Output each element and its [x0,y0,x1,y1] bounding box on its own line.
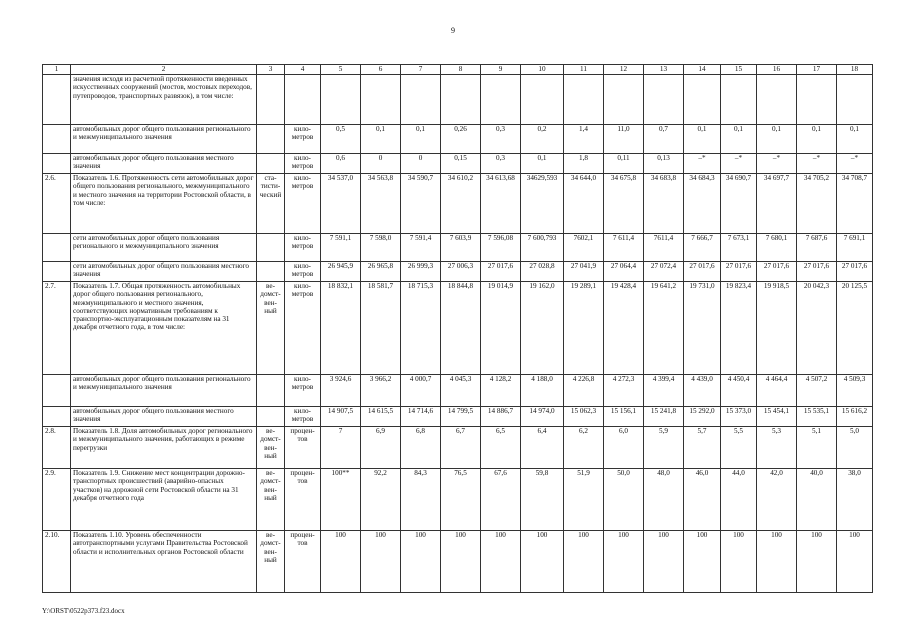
year-value: 0,13 [644,154,684,174]
year-value: 100 [757,531,797,593]
row-number: 2.8. [43,427,71,469]
year-value: 4 439,0 [684,375,721,407]
year-value: 27 006,3 [441,262,481,282]
year-value: 0 [401,154,441,174]
column-number: 4 [285,65,321,75]
table-row [43,262,873,282]
year-value: 26 945,9 [321,262,361,282]
year-value: 4 188,0 [521,375,564,407]
year-value: 7 691,1 [837,234,873,262]
year-value: 15 062,3 [564,407,604,427]
year-value: 38,0 [837,469,873,531]
row-number: 2.10. [43,531,71,593]
year-value: 15 292,0 [684,407,721,427]
year-value: 100 [644,531,684,593]
year-value: 4 226,8 [564,375,604,407]
year-value: 92,2 [361,469,401,531]
table-row [43,375,873,407]
row-number [43,234,71,262]
unit-of-measure: кило-метров [285,174,321,234]
column-number: 16 [757,65,797,75]
year-value: 50,0 [604,469,644,531]
page-number: 9 [451,26,455,35]
year-value: 20 125,5 [837,282,873,375]
data-source: ста-тисти-ческий [257,174,285,234]
year-value: 34629,593 [521,174,564,234]
data-source [257,407,285,427]
year-value: 76,5 [441,469,481,531]
year-value: 5,5 [721,427,757,469]
data-source: ве-домст-вен-ный [257,427,285,469]
table-row [43,75,873,125]
year-value [361,75,401,125]
year-value: 7602,1 [564,234,604,262]
year-value: –* [721,154,757,174]
year-value: 51,9 [564,469,604,531]
year-value: 0,1 [837,125,873,154]
data-source [257,375,285,407]
row-number [43,262,71,282]
column-number: 7 [401,65,441,75]
year-value: 5,9 [644,427,684,469]
year-value: 15 616,2 [837,407,873,427]
year-value: 34 690,7 [721,174,757,234]
year-value: 19 014,9 [481,282,521,375]
column-number: 17 [797,65,837,75]
year-value: 100 [361,531,401,593]
data-source: ве-домст-вен-ный [257,531,285,593]
year-value [481,75,521,125]
year-value: 100 [797,531,837,593]
file-path-footer: Y:\ORST\0522p373.f23.docx [42,607,125,615]
row-number [43,375,71,407]
year-value: 27 017,6 [684,262,721,282]
year-value: 19 918,5 [757,282,797,375]
year-value: 100 [321,531,361,593]
year-value: 27 017,6 [797,262,837,282]
year-value: 14 886,7 [481,407,521,427]
column-number: 12 [604,65,644,75]
column-number: 9 [481,65,521,75]
indicator-name: автомобильных дорог общего пользования местного значения [71,154,257,174]
year-value: 0,3 [481,125,521,154]
year-value: 7 600,793 [521,234,564,262]
indicator-name: сети автомобильных дорог общего пользования регионального и межмуниципального значения [71,234,257,262]
year-value: 7 687,6 [797,234,837,262]
year-value: 6,8 [401,427,441,469]
year-value: 7 598,0 [361,234,401,262]
year-value: 14 615,5 [361,407,401,427]
year-value: 11,0 [604,125,644,154]
year-value: 34 644,0 [564,174,604,234]
row-number: 2.7. [43,282,71,375]
year-value: 6,4 [521,427,564,469]
year-value: 0,11 [604,154,644,174]
year-value: 14 974,0 [521,407,564,427]
year-value: 0,1 [797,125,837,154]
year-value: 5,0 [837,427,873,469]
year-value: 19 428,4 [604,282,644,375]
year-value: 0,1 [401,125,441,154]
year-value: 100 [401,531,441,593]
year-value: –* [837,154,873,174]
year-value: 100 [604,531,644,593]
year-value: 19 731,0 [684,282,721,375]
year-value: 34 563,8 [361,174,401,234]
year-value: 84,3 [401,469,441,531]
year-value: 100 [481,531,521,593]
table-row [43,154,873,174]
column-number: 8 [441,65,481,75]
unit-of-measure: кило-метров [285,154,321,174]
year-value: 100 [441,531,481,593]
column-number-header [43,65,873,75]
year-value: 15 156,1 [604,407,644,427]
year-value: 27 017,6 [837,262,873,282]
year-value: 7 596,08 [481,234,521,262]
year-value: 0,1 [361,125,401,154]
column-number: 3 [257,65,285,75]
year-value: –* [757,154,797,174]
year-value: 0,7 [644,125,684,154]
year-value: 18 715,3 [401,282,441,375]
year-value: 0,1 [757,125,797,154]
table-row [43,407,873,427]
year-value [797,75,837,125]
year-value: 15 241,8 [644,407,684,427]
indicator-name: Показатель 1.8. Доля автомобильных дорог регионального и межмуниципального значения, работающих в режиме перегрузки [71,427,257,469]
year-value [441,75,481,125]
year-value: 14 799,5 [441,407,481,427]
year-value: 26 999,3 [401,262,441,282]
year-value: 27 072,4 [644,262,684,282]
year-value: 34 705,2 [797,174,837,234]
year-value: 34 684,3 [684,174,721,234]
unit-of-measure: кило-метров [285,262,321,282]
year-value: 14 714,6 [401,407,441,427]
column-number: 11 [564,65,604,75]
year-value: 1,8 [564,154,604,174]
row-number [43,154,71,174]
indicator-name: значения исходя из расчетной протяженности введенных искусственных сооружений (мостов, мостовых переходов, путепроводов, транспортных развязок), в том числе: [71,75,257,125]
year-value: 0,26 [441,125,481,154]
year-value: 48,0 [644,469,684,531]
column-number: 13 [644,65,684,75]
column-number: 14 [684,65,721,75]
year-value: 34 610,2 [441,174,481,234]
year-value: 100 [721,531,757,593]
column-number: 10 [521,65,564,75]
year-value: 5,7 [684,427,721,469]
year-value: 20 042,3 [797,282,837,375]
year-value: 19 641,2 [644,282,684,375]
year-value: 18 832,1 [321,282,361,375]
year-value: 34 590,7 [401,174,441,234]
data-source [257,154,285,174]
year-value: 6,7 [441,427,481,469]
year-value: 4 272,3 [604,375,644,407]
year-value: 0,3 [481,154,521,174]
year-value: 5,3 [757,427,797,469]
year-value: 4 399,4 [644,375,684,407]
year-value: 18 581,7 [361,282,401,375]
year-value: 100 [521,531,564,593]
year-value: 0,5 [321,125,361,154]
data-source [257,234,285,262]
year-value: 27 028,8 [521,262,564,282]
year-value: 100 [837,531,873,593]
unit-of-measure: кило-метров [285,234,321,262]
year-value: 34 537,0 [321,174,361,234]
table-row [43,531,873,593]
indicator-name: автомобильных дорог общего пользования регионального и межмуниципального значения [71,375,257,407]
unit-of-measure: кило-метров [285,125,321,154]
year-value: 40,0 [797,469,837,531]
unit-of-measure: процен-тов [285,469,321,531]
year-value: 4 509,3 [837,375,873,407]
column-number: 18 [837,65,873,75]
year-value: 27 017,6 [721,262,757,282]
indicator-name: сети автомобильных дорог общего пользования местного значения [71,262,257,282]
row-number [43,407,71,427]
data-source [257,75,285,125]
indicator-name: автомобильных дорог общего пользования регионального и межмуниципального значения [71,125,257,154]
year-value: 7 666,7 [684,234,721,262]
year-value: 5,1 [797,427,837,469]
year-value: 1,4 [564,125,604,154]
data-source: ве-домст-вен-ный [257,469,285,531]
year-value: 4 128,2 [481,375,521,407]
year-value: 4 045,3 [441,375,481,407]
data-source [257,262,285,282]
column-number: 1 [43,65,71,75]
year-value: 3 966,2 [361,375,401,407]
indicator-name: Показатель 1.10. Уровень обеспеченности автотранспортными услугами Правительства Ростовской области и исполнительных органов Ростовской области [71,531,257,593]
year-value: 0,6 [321,154,361,174]
year-value: 27 017,6 [757,262,797,282]
table-row [43,282,873,375]
unit-of-measure: кило-метров [285,375,321,407]
year-value: 19 162,0 [521,282,564,375]
row-number [43,75,71,125]
year-value: 27 064,4 [604,262,644,282]
year-value [521,75,564,125]
year-value: 14 907,5 [321,407,361,427]
column-number: 6 [361,65,401,75]
data-source [257,125,285,154]
year-value [321,75,361,125]
year-value: 46,0 [684,469,721,531]
year-value: 34 683,8 [644,174,684,234]
year-value: 0,2 [521,125,564,154]
year-value: 100 [564,531,604,593]
unit-of-measure [285,75,321,125]
column-number: 2 [71,65,257,75]
year-value [757,75,797,125]
year-value: 4 450,4 [721,375,757,407]
year-value: 3 924,6 [321,375,361,407]
year-value [604,75,644,125]
year-value: 67,6 [481,469,521,531]
year-value: 0,1 [521,154,564,174]
table-row [43,125,873,154]
year-value: 27 017,6 [481,262,521,282]
year-value: 15 373,0 [721,407,757,427]
year-value [837,75,873,125]
year-value: 7 591,4 [401,234,441,262]
row-number [43,125,71,154]
year-value: –* [797,154,837,174]
year-value: 27 041,9 [564,262,604,282]
indicator-name: Показатель 1.9. Снижение мест концентрации дорожно-транспортных происшествий (аварийно-опасных участков) на дорожной сети Ростовской области на 31 декабря отчетного года [71,469,257,531]
year-value: 7 611,4 [604,234,644,262]
table-row [43,174,873,234]
year-value: 4 000,7 [401,375,441,407]
unit-of-measure: кило-метров [285,407,321,427]
year-value [401,75,441,125]
year-value: 34 708,7 [837,174,873,234]
year-value: 44,0 [721,469,757,531]
year-value [564,75,604,125]
year-value: 42,0 [757,469,797,531]
data-source: ве-домст-вен-ный [257,282,285,375]
year-value: 19 823,4 [721,282,757,375]
year-value [684,75,721,125]
year-value: 18 844,8 [441,282,481,375]
year-value: 6,5 [481,427,521,469]
year-value: 19 289,1 [564,282,604,375]
year-value: 7 673,1 [721,234,757,262]
year-value: 4 464,4 [757,375,797,407]
year-value: 34 697,7 [757,174,797,234]
indicator-name: автомобильных дорог общего пользования местного значения [71,407,257,427]
year-value: 0 [361,154,401,174]
unit-of-measure: кило-метров [285,282,321,375]
row-number: 2.6. [43,174,71,234]
year-value: 6,0 [604,427,644,469]
year-value: 7611,4 [644,234,684,262]
unit-of-measure: процен-тов [285,427,321,469]
year-value: –* [684,154,721,174]
year-value: 7 603,9 [441,234,481,262]
row-number: 2.9. [43,469,71,531]
indicator-name: Показатель 1.7. Общая протяженность автомобильных дорог общего пользования регионального, межмуниципального и местного значения, соответствующих нормативным требованиям к транспортно-эксплуатационным показателям на 31 декабря отчетного года, в том числе: [71,282,257,375]
unit-of-measure: процен-тов [285,531,321,593]
year-value: 15 535,1 [797,407,837,427]
year-value: 0,1 [721,125,757,154]
column-number: 15 [721,65,757,75]
year-value [644,75,684,125]
year-value [721,75,757,125]
year-value: 15 454,1 [757,407,797,427]
year-value: 100** [321,469,361,531]
year-value: 34 675,8 [604,174,644,234]
year-value: 7 680,1 [757,234,797,262]
year-value: 7 [321,427,361,469]
year-value: 26 965,8 [361,262,401,282]
year-value: 34 613,68 [481,174,521,234]
year-value: 100 [684,531,721,593]
indicators-table [42,64,873,593]
year-value: 6,9 [361,427,401,469]
table-row [43,234,873,262]
year-value: 59,8 [521,469,564,531]
year-value: 0,15 [441,154,481,174]
year-value: 0,1 [684,125,721,154]
year-value: 7 591,1 [321,234,361,262]
table-row [43,427,873,469]
year-value: 4 507,2 [797,375,837,407]
indicator-name: Показатель 1.6. Протяженность сети автомобильных дорог общего пользования регионального, межмуниципального и местного значения на территории Ростовской области, в том числе: [71,174,257,234]
table-row [43,469,873,531]
column-number: 5 [321,65,361,75]
year-value: 6,2 [564,427,604,469]
